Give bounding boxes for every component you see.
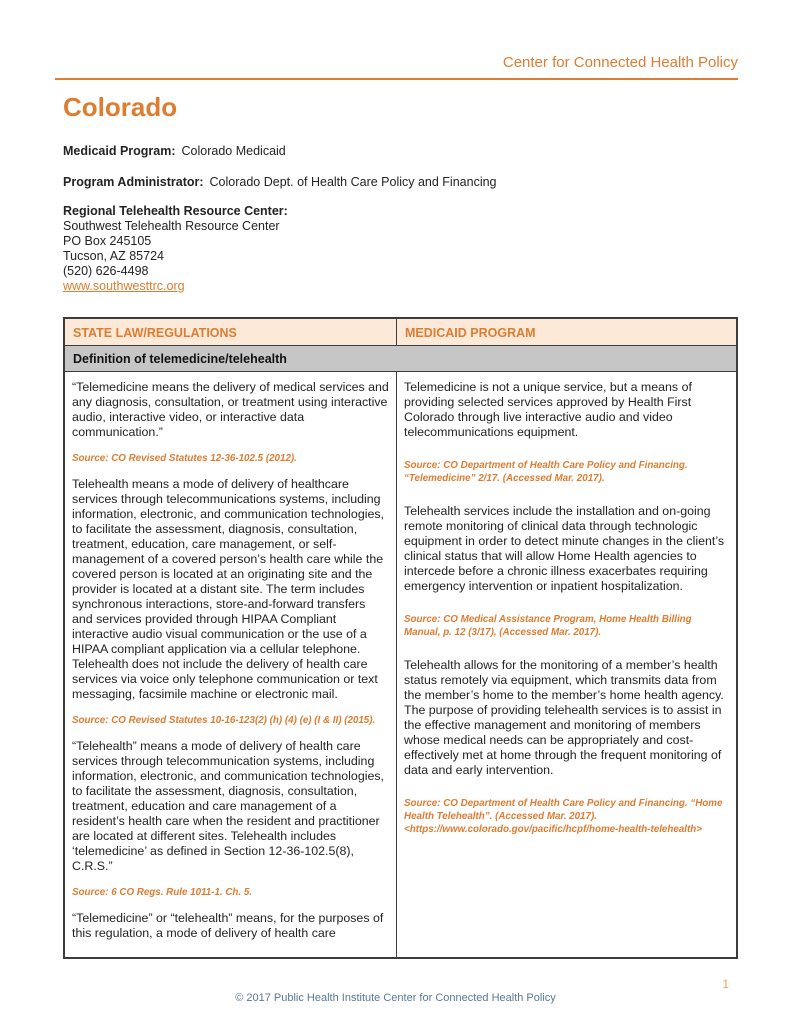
body-paragraph: Telemedicine is not a unique service, but a means of providing selected services approved by Health First Colorado through live interactive audio and video telecommunications equipment. (404, 380, 692, 439)
source-citation: Source: CO Revised Statutes 12-36-102.5 (2012). (72, 453, 297, 464)
rtrc-city-line: Tucson, AZ 85724 (63, 249, 164, 263)
rtrc-label: Regional Telehealth Resource Center: (63, 204, 288, 218)
body-paragraph: “Telehealth” means a mode of delivery of health care services through telecommunication systems, including information, electronic, and communication technologies, to facilitate the assessment, diagnosis, consultation, treatment, education and care management of a resident’s health care when the resident and practitioner are located at different sites. Telehealth includes ‘telemedicine’ as defined in Section 12-36-102.5(8), C.R.S.” (72, 739, 384, 873)
page-title: Colorado (63, 92, 178, 122)
program-administrator-label: Program Administrator: (63, 175, 204, 189)
medicaid-program-value: Colorado Medicaid (181, 144, 286, 158)
medicaid-program-label: Medicaid Program: (63, 144, 176, 158)
org-name: Center for Connected Health Policy (502, 54, 738, 71)
body-paragraph: Telehealth services include the installation and on-going remote monitoring of clinical data through technologic equipment in order to detect minute changes in the client’s clinical status that will allow Home Health agencies to intercede before a chronic illness exacerbates requiring emergency intervention or inpatient hospitalization. (404, 504, 725, 593)
page-number: 1 (722, 977, 729, 991)
medicaid-program-line (63, 144, 738, 159)
program-administrator-value: Colorado Dept. of Health Care Policy and Financing (209, 175, 497, 189)
source-citation: Source: 6 CO Regs. Rule 1011-1. Ch. 5. (72, 887, 253, 898)
medicaid-cell (397, 372, 736, 957)
rtrc-phone-line: (520) 626-4498 (63, 264, 149, 278)
header-rule (55, 78, 738, 80)
section-row-definition: Definition of telemedicine/telehealth (65, 346, 736, 372)
rtrc-block (63, 204, 738, 294)
source-citation: Source: CO Department of Health Care Policy and Financing. “Telemedicine” 2/17. (Accessed Mar. 2017). (404, 460, 688, 484)
state-law-cell (65, 372, 397, 957)
body-paragraph: “Telemedicine” or “telehealth” means, for the purposes of this regulation, a mode of delivery of health care (72, 911, 384, 940)
rtrc-pobox-line: PO Box 245105 (63, 234, 152, 248)
source-citation: Source: CO Medical Assistance Program, Home Health Billing Manual, p. 12 (3/17), (Accessed Mar. 2017). (404, 614, 692, 638)
body-paragraph: Telehealth means a mode of delivery of healthcare services through telecommunications systems, including information, electronic, and communication technologies, to facilitate the assessment, diagnosis, consultation, treatment, education, care management, or self-management of a covered person’s health care while the covered person is located at an originating site and the provider is located at a distant site. The term includes synchronous interactions, store-and-forward transfers and services provided through HIPAA Compliant interactive audio visual communication or the use of a HIPAA compliant application via a cellular telephone. Telehealth does not include the delivery of health care services via voice only telephone communication or text messaging, facsimile machine or electronic mail. (72, 477, 384, 701)
footer-copyright: © 2017 Public Health Institute Center for Connected Health Policy (235, 992, 556, 1004)
body-paragraph: “Telemedicine means the delivery of medical services and any diagnosis, consultation, or treatment using interactive audio, interactive video, or interactive data communication.” (72, 380, 389, 439)
source-citation: Source: CO Department of Health Care Policy and Financing. “Home Health Telehealth”. (Accessed Mar. 2017). <https://www.colorado.gov/pacific/hcpf/home-health-telehealth> (404, 798, 723, 835)
policy-table (63, 317, 738, 959)
body-paragraph: Telehealth allows for the monitoring of a member’s health status remotely via equipment, which transmits data from the member’s home to the member’s home health agency. The purpose of providing telehealth services is to assist in the effective management and monitoring of members whose medical needs can be appropriately and cost-effectively met at home through the frequent monitoring of data and early intervention. (404, 658, 724, 777)
rtrc-website-link[interactable]: www.southwesttrc.org (63, 279, 185, 293)
program-administrator-line (63, 175, 738, 190)
rtrc-org-line: Southwest Telehealth Resource Center (63, 219, 280, 233)
column-header-state-law: STATE LAW/REGULATIONS (65, 319, 397, 346)
column-header-medicaid-program: MEDICAID PROGRAM (397, 319, 736, 346)
source-citation: Source: CO Revised Statutes 10-16-123(2) (h) (4) (e) (I & II) (2015). (72, 715, 376, 726)
